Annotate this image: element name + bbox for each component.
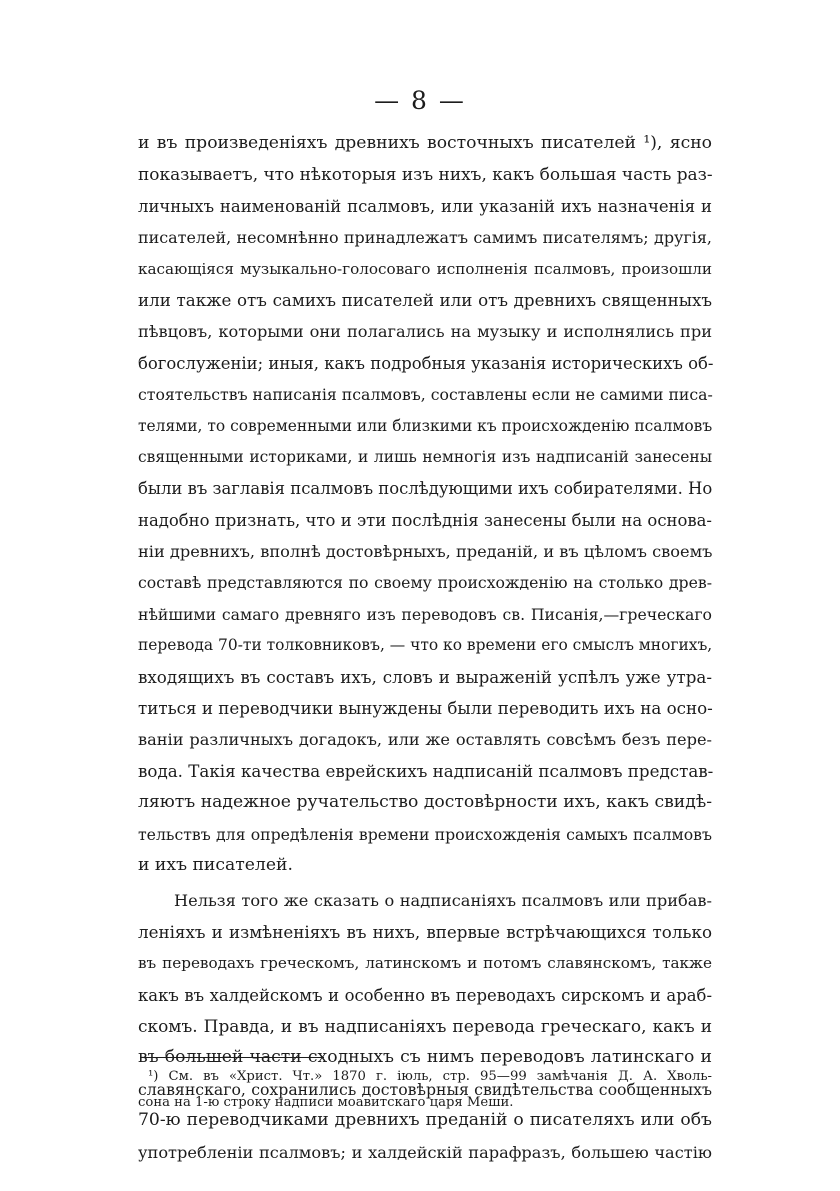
text-line: славянскаго, сохранились достовѣрныя свидѣтельства сообщенныхъ: [138, 1079, 712, 1099]
text-line: были въ заглавія псалмовъ послѣдующими ихъ собирателями. Но: [138, 479, 713, 499]
text-line: составѣ представляются по своему происхожденію на столько древ-: [138, 573, 712, 593]
text-line: писателей, несомнѣнно принадлежатъ самимъ писателямъ; другія,: [138, 228, 712, 248]
body-text: [138, 128, 712, 1168]
text-line: Нельзя того же сказать о надписаніяхъ псалмовъ или прибав-: [174, 891, 712, 911]
text-line: вода. Такія качества еврейскихъ надписаній псалмовъ представ-: [138, 760, 714, 781]
text-line: и въ произведеніяхъ древнихъ восточныхъ писателей ¹), ясно: [138, 133, 712, 153]
text-line: леніяхъ и измѣненіяхъ въ нихъ, впервые встрѣчающихся только: [138, 921, 712, 942]
text-line: и ихъ писателей.: [138, 854, 293, 875]
footnote-divider: [140, 1057, 324, 1058]
footnote-line: сона на 1-ю строку надписи моавитскаго царя Меши.: [138, 1095, 514, 1110]
text-line: скомъ. Правда, и въ надписаніяхъ перевода греческаго, какъ и: [138, 1015, 712, 1036]
page-number: — 8 —: [374, 86, 466, 115]
footnote: [138, 1064, 712, 1116]
text-line: пѣвцовъ, которыми они полагались на музыку и исполнялись при: [138, 322, 712, 342]
text-line: какъ въ халдейскомъ и особенно въ переводахъ сирскомъ и араб-: [138, 985, 712, 1005]
text-line: касающіяся музыкально-голосоваго исполненія псалмовъ, произошли: [138, 259, 712, 278]
footnote-line: ¹) См. въ «Христ. Чт.» 1870 г. іюль, стр. 95—99 замѣчанія Д. А. Хволь-: [148, 1069, 712, 1084]
text-line: входящихъ въ составъ ихъ, словъ и выраженій успѣлъ уже утра-: [138, 666, 712, 687]
text-line: ваніи различныхъ догадокъ, или же оставлять совсѣмъ безъ пере-: [138, 730, 712, 750]
text-line: показываетъ, что нѣкоторыя изъ нихъ, какъ большая часть раз-: [138, 164, 713, 185]
text-line: или также отъ самихъ писателей или отъ древнихъ священныхъ: [138, 289, 712, 310]
text-line: употребленіи псалмовъ; и халдейскій парафразъ, большею частію: [138, 1142, 712, 1162]
text-line: ніи древнихъ, вполнѣ достовѣрныхъ, преданій, и въ цѣломъ своемъ: [138, 542, 713, 562]
text-line: надобно признать, что и эти послѣднія занесены были на основа-: [138, 510, 712, 530]
text-line: стоятельствъ написанія псалмовъ, составлены если не самими писа-: [138, 385, 713, 405]
text-line: богослуженіи; иныя, какъ подробныя указанія историческихъ об-: [138, 353, 714, 373]
paragraph-2: [138, 885, 712, 1168]
text-line: въ большей части сходныхъ съ нимъ переводовъ латинскаго и: [138, 1047, 712, 1068]
text-line: телями, то современными или близкими къ происхожденію псалмовъ: [138, 416, 713, 435]
text-line: въ переводахъ греческомъ, латинскомъ и потомъ славянскомъ, также: [138, 954, 712, 973]
text-line: тельствъ для опредѣленія времени происхожденія самыхъ псалмовъ: [138, 824, 712, 844]
text-line: личныхъ наименованій псалмовъ, или указаній ихъ назначенія и: [138, 196, 712, 216]
text-line: 70-ю переводчиками древнихъ преданій о писателяхъ или объ: [138, 1110, 712, 1131]
text-line: титься и переводчики вынуждены были переводить ихъ на осно-: [138, 698, 713, 719]
text-line: перевода 70-ти толковниковъ, — что ко времени его смыслъ многихъ,: [138, 636, 713, 655]
text-line: нѣйшими самаго древняго изъ переводовъ св. Писанія,—греческаго: [138, 604, 712, 624]
text-line: ляютъ надежное ручательство достовѣрности ихъ, какъ свидѣ-: [138, 792, 712, 813]
paragraph-1: [138, 128, 712, 881]
text-line: священными историками, и лишь немногія изъ надписаній занесены: [138, 447, 712, 466]
